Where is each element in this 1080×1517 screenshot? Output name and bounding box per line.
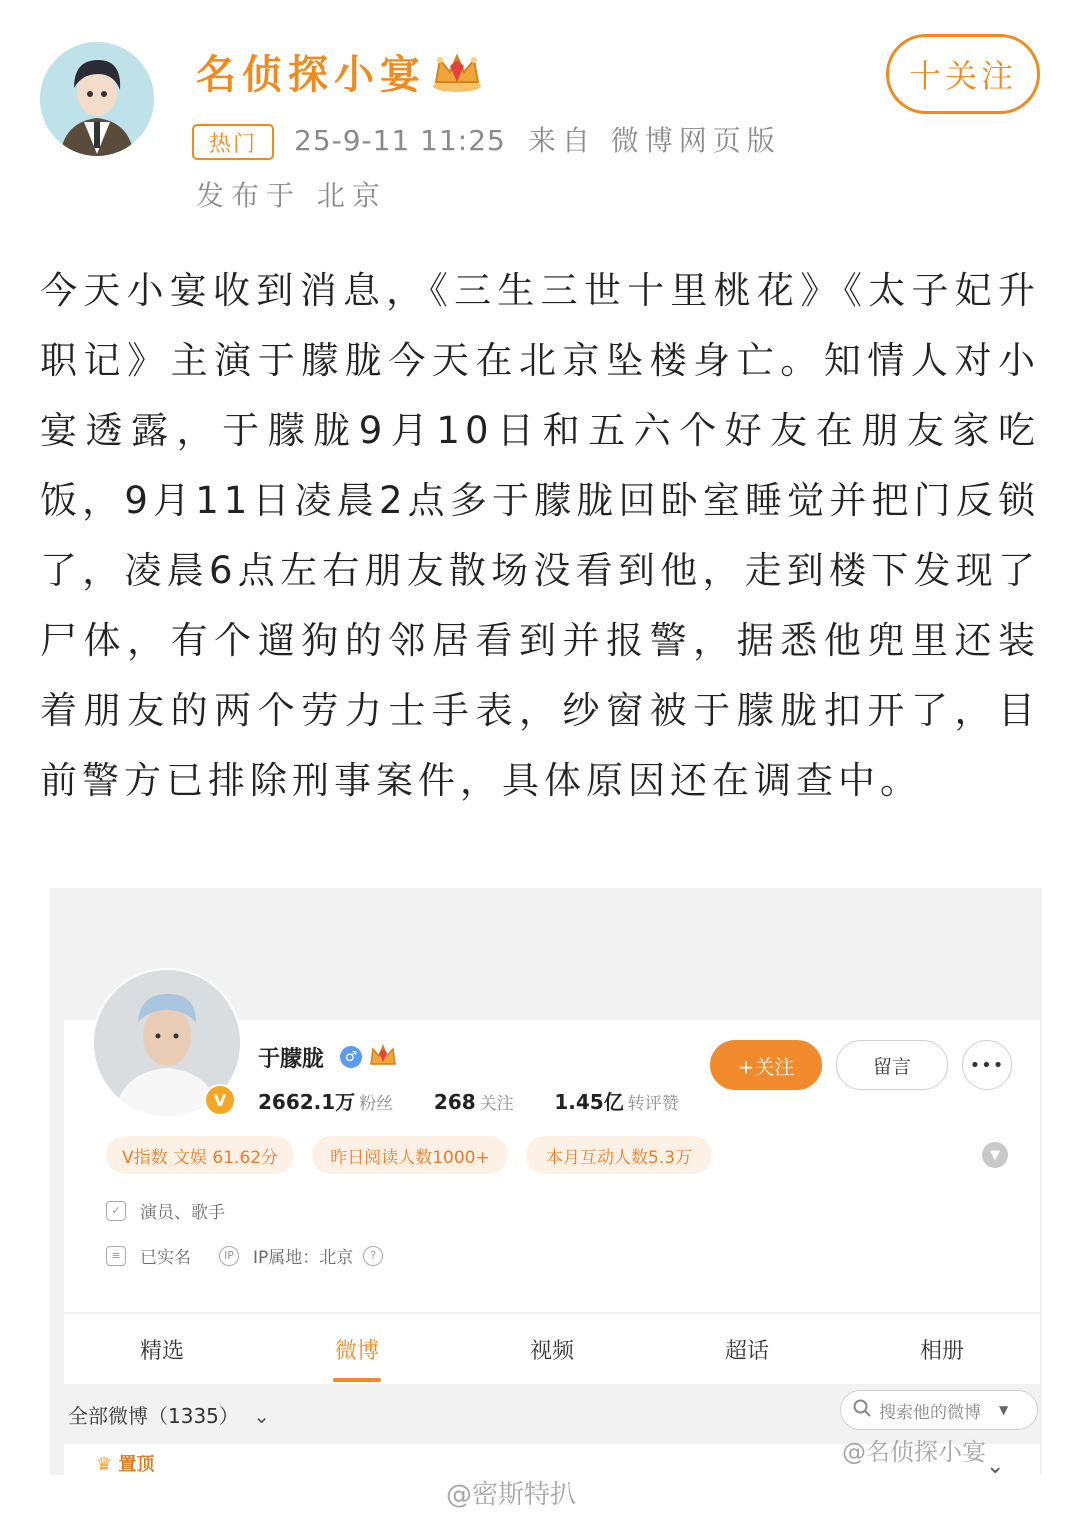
tab-album[interactable]: 相册 xyxy=(919,1339,964,1364)
chevron-down-icon[interactable]: ▼ xyxy=(982,1142,1008,1168)
interactions-pill[interactable]: 本月互动人数5.3万 xyxy=(526,1136,712,1174)
follow-button[interactable]: 十关注 xyxy=(886,34,1040,114)
chevron-down-icon[interactable]: ⌄ xyxy=(986,1454,1005,1475)
profession-row xyxy=(106,1198,225,1223)
search-placeholder: 搜索他的微博 xyxy=(879,1402,981,1423)
post-body: 今天小宴收到消息，《三生三世十里桃花》《太子妃升职记》主演于朦胧今天在北京坠楼身亡。知情人对小宴透露，于朦胧9月10日和五六个好友在朋友家吃饭，9月11日凌晨2点多于朦胧回卧室睡觉并把门反锁了，凌晨6点左右朋友散场没看到他，走到楼下发现了尸体，有个遛狗的邻居看到并报警，据悉他兜里还装着朋友的两个劳力士手表，纱窗被于朦胧扣开了，目前警方已排除刑事案件，具体原因还在调查中。 xyxy=(40,269,1040,802)
interactions-count: 1.45亿 xyxy=(554,1090,624,1114)
ip-location-text: IP属地：北京 xyxy=(253,1248,354,1268)
tab-weibo[interactable]: 微博 xyxy=(334,1339,379,1364)
search-input[interactable] xyxy=(840,1390,1038,1430)
reads-pill[interactable]: 昨日阅读人数1000+ xyxy=(312,1136,508,1174)
more-options-button[interactable]: ••• xyxy=(962,1040,1012,1090)
fans-label: 粉丝 xyxy=(359,1094,394,1114)
help-icon[interactable]: ? xyxy=(363,1246,383,1266)
author-avatar[interactable] xyxy=(40,42,154,156)
profile-follow-button[interactable]: +关注 xyxy=(710,1040,822,1090)
post-source: 来自 微博网页版 xyxy=(527,124,781,157)
profile-crown-icon xyxy=(368,1044,398,1068)
message-button[interactable]: 留言 xyxy=(836,1040,948,1090)
shield-icon: ✓ xyxy=(106,1201,126,1221)
caret-down-icon: ▼ xyxy=(999,1403,1009,1417)
hot-tag: 热门 xyxy=(192,124,274,160)
ip-icon: IP xyxy=(219,1246,239,1266)
verified-badge-icon: V xyxy=(204,1084,236,1116)
interactions-label: 转评赞 xyxy=(627,1094,679,1114)
tab-video[interactable]: 视频 xyxy=(529,1339,574,1364)
profile-stats xyxy=(258,1086,679,1115)
active-tab-indicator xyxy=(333,1378,381,1382)
following-label: 关注 xyxy=(479,1094,514,1114)
following-count: 268 xyxy=(433,1090,476,1114)
search-icon xyxy=(853,1399,871,1422)
post-timestamp: 25-9-11 11:25 xyxy=(294,124,506,157)
weibo-filter-dropdown[interactable] xyxy=(68,1400,270,1429)
v-index-pill[interactable]: V指数 文娱 61.62分 xyxy=(106,1136,294,1174)
pinned-label: 置顶 xyxy=(118,1454,155,1475)
inner-watermark: @名侦探小宴 xyxy=(842,1438,986,1466)
identity-row xyxy=(106,1243,383,1268)
post-location: 发布于 北京 xyxy=(196,179,387,212)
fans-count: 2662.1万 xyxy=(258,1090,356,1114)
tab-super-topic[interactable]: 超话 xyxy=(724,1339,769,1364)
crown-badge-icon xyxy=(430,52,484,94)
id-card-icon: ≡ xyxy=(106,1246,126,1266)
profession-text: 演员、歌手 xyxy=(140,1203,225,1223)
pinned-badge xyxy=(96,1450,154,1475)
embedded-profile-screenshot xyxy=(50,888,1042,1475)
profile-name: 于朦胧 xyxy=(258,1047,325,1072)
real-name-text: 已实名 xyxy=(140,1248,191,1268)
tab-featured[interactable]: 精选 xyxy=(139,1339,184,1364)
chevron-down-icon: ⌄ xyxy=(253,1404,271,1428)
author-name[interactable]: 名侦探小宴 xyxy=(196,52,426,98)
crown-icon: ♛ xyxy=(96,1454,113,1475)
male-gender-icon: ♂ xyxy=(340,1046,362,1068)
post-meta xyxy=(294,120,781,162)
outer-watermark: @密斯特扒 xyxy=(446,1480,577,1510)
filter-label: 全部微博（1335） xyxy=(68,1404,239,1428)
